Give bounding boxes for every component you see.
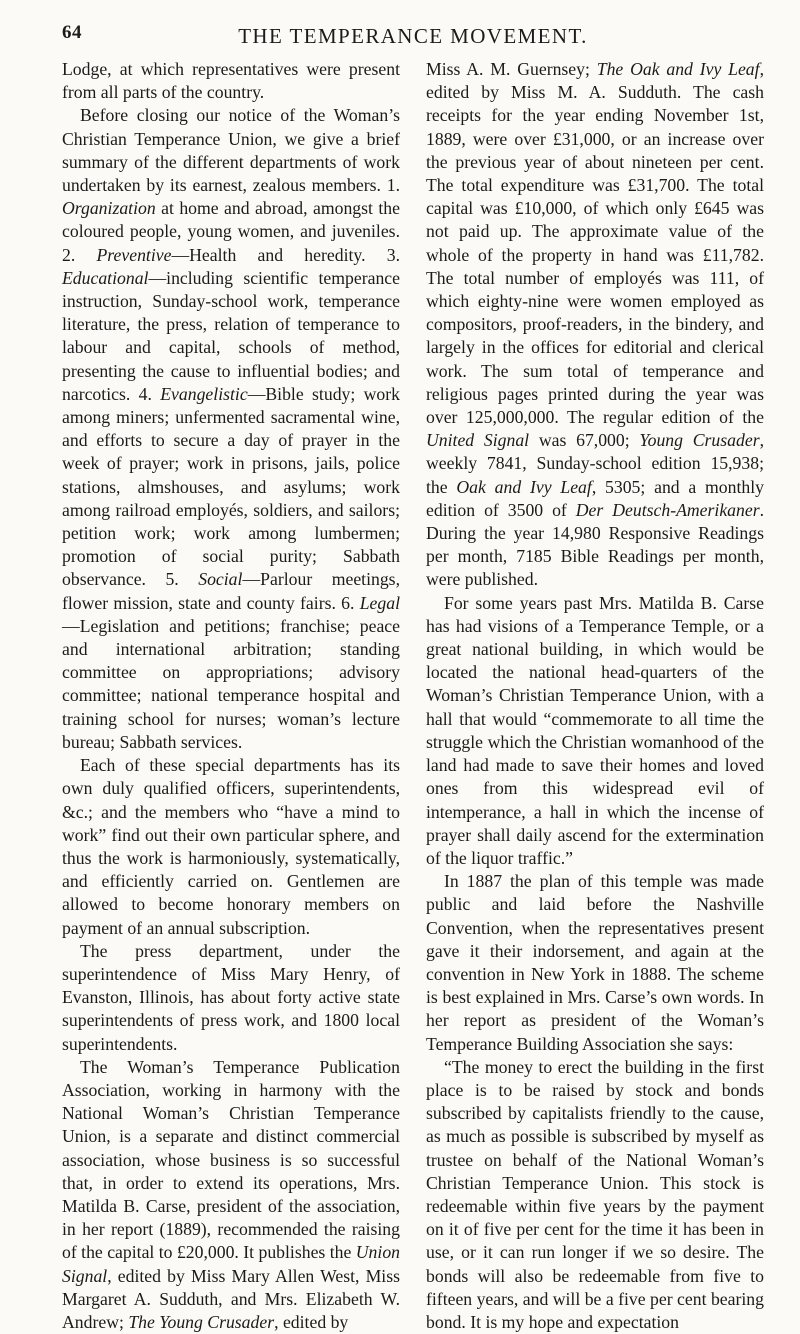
page-header	[62, 22, 764, 52]
paragraph	[62, 104, 400, 754]
text-span: , edited by	[274, 1311, 349, 1332]
publication-title: Union Signal	[62, 1242, 400, 1286]
publication-title: The Oak and Ivy Leaf	[596, 59, 760, 79]
text-span: —Bible study; work among miners; unfermented sacramental wine, and efforts to secure a day of prayer in the week of prayer; work in prisons, jails, police stations, almshouses, and asylums; work among railroad employés, soldiers, and sailors; petition work; work among lumbermen; promotion of social purity; Sabbath observance. 5.	[62, 383, 400, 590]
publication-title: Der Deutsch-Amerikaner	[575, 499, 760, 520]
text-span: was 67,000;	[529, 430, 640, 451]
paragraph: Lodge, at which representatives were present from all parts of the country.	[62, 59, 400, 103]
text-span: . During the year 14,980 Responsive Readings per month, 7185 Bible Readings per month, were published.	[426, 499, 765, 590]
text-columns	[62, 58, 764, 1334]
department-name: Evangelistic	[160, 383, 248, 404]
text-span: —Parlour meetings, flower mission, state and county fairs. 6.	[62, 569, 400, 613]
text-span: —including scientific temperance instruction, Sunday-school work, temperance literature, the press, relation of temperance to labour and capital, schools of method, presenting the cause to influential bodies; and narcotics. 4.	[62, 267, 400, 404]
page-number: 64	[62, 22, 82, 43]
publication-title: The Young Crusader	[128, 1311, 275, 1332]
text-span: , weekly 7841, Sunday-school edition 15,938; the	[426, 430, 764, 497]
text-span: —Health and heredity. 3.	[171, 244, 400, 265]
department-name: Social	[198, 569, 243, 590]
text-span: Before closing our notice of the Woman’s Christian Temperance Union, we give a brief summary of the different departments of work undertaken by its earnest, zealous members. 1.	[62, 105, 400, 196]
paragraph	[62, 1056, 400, 1334]
department-name: Organization	[62, 198, 156, 219]
right-column	[426, 58, 764, 1334]
running-title: THE TEMPERANCE MOVEMENT.	[238, 24, 588, 48]
left-column	[62, 58, 400, 1334]
publication-title: Oak and Ivy Leaf	[456, 476, 592, 497]
paragraph: “The money to erect the building in the first place is to be raised by stock and bonds subscribed by capitalists friendly to the cause, as much as possible is subscribed by myself as trustee on behalf of the National Woman’s Christian Temperance Union. This stock is redeemable within five years by the payment on it of five per cent for the time it has been in use, or it can run longer if we so desire. The bonds will also be redeemable from five to fifteen years, and will be a five per cent bearing bond. It is my hope and expectation	[426, 1056, 764, 1332]
publication-title: Young Crusader	[639, 430, 760, 451]
paragraph: In 1887 the plan of this temple was made public and laid before the Nashville Convention, when the representatives present gave it their indorsement, and again at the convention in New York in 1888. The scheme is best explained in Mrs. Carse’s own words. In her report as president of the Woman’s Temperance Building Association she says:	[426, 871, 764, 1054]
text-span: Miss A. M. Guernsey;	[426, 59, 597, 79]
text-span: , edited by Miss M. A. Sudduth. The cash receipts for the year ending November 1st, 1889, were over £31,000, or an increase over the previous year of about nineteen per cent. The total expenditure was £31,700. The total capital was £10,000, of which only £645 was not paid up. The approximate value of the whole of the property in hand was £11,782. The total number of employés was 111, of which eighty-nine were women employed as compositors, proof-readers, in the bindery, and largely in the offices for editorial and clerical work. The sum total of temperance and religious pages printed during the year was over 125,000,000. The regular edition of the	[426, 59, 764, 428]
paragraph: Each of these special departments has its own duly qualified officers, superintendents, &c.; and the members who “have a mind to work” find out their own particular sphere, and thus the work is harmoniously, systematically, and efficiently carried on. Gentlemen are allowed to become honorary members on payment of an annual subscription.	[62, 755, 400, 938]
paragraph: For some years past Mrs. Matilda B. Carse has had visions of a Temperance Temple, or a great national building, in which would be located the national head-quarters of the Woman’s Christian Temperance Union, with a hall that would “commemorate to all time the struggle which the Christian womanhood of the land had made to save their homes and loved ones from this widespread evil of intemperance, a hall in which the incense of prayer shall daily ascend for the extermination of the liquor traffic.”	[426, 592, 764, 868]
text-span: at home and abroad, amongst the coloured people, young women, and juveniles. 2.	[62, 198, 400, 265]
department-name: Preventive	[96, 244, 172, 265]
department-name: Educational	[62, 267, 149, 288]
text-span: The Woman’s Temperance Publication Association, working in harmony with the National Woman’s Christian Temperance Union, is a separate and distinct commercial association, whose business is so successful that, in order to extend its operations, Mrs. Matilda B. Carse, president of the association, in her report (1889), recommended the raising of the capital to £20,000. It publishes the	[62, 1056, 400, 1263]
department-name: Legal	[359, 592, 400, 613]
publication-title: United Signal	[426, 430, 530, 451]
paragraph: The press department, under the superintendence of Miss Mary Henry, of Evanston, Illinois, has about forty active state superintendents of press work, and 1800 local superintendents.	[62, 940, 400, 1054]
text-span: , 5305; and a monthly edition of 3500 of	[426, 476, 765, 520]
text-span: —Legislation and petitions; franchise; peace and international arbitration; standing committee on appropriations; advisory committee; national temperance hospital and training school for nurses; woman’s lecture bureau; Sabbath services.	[62, 615, 400, 752]
text-span: , edited by Miss Mary Allen West, Miss Margaret A. Sudduth, and Mrs. Elizabeth W. Andrew;	[62, 1265, 400, 1332]
paragraph	[426, 58, 764, 592]
